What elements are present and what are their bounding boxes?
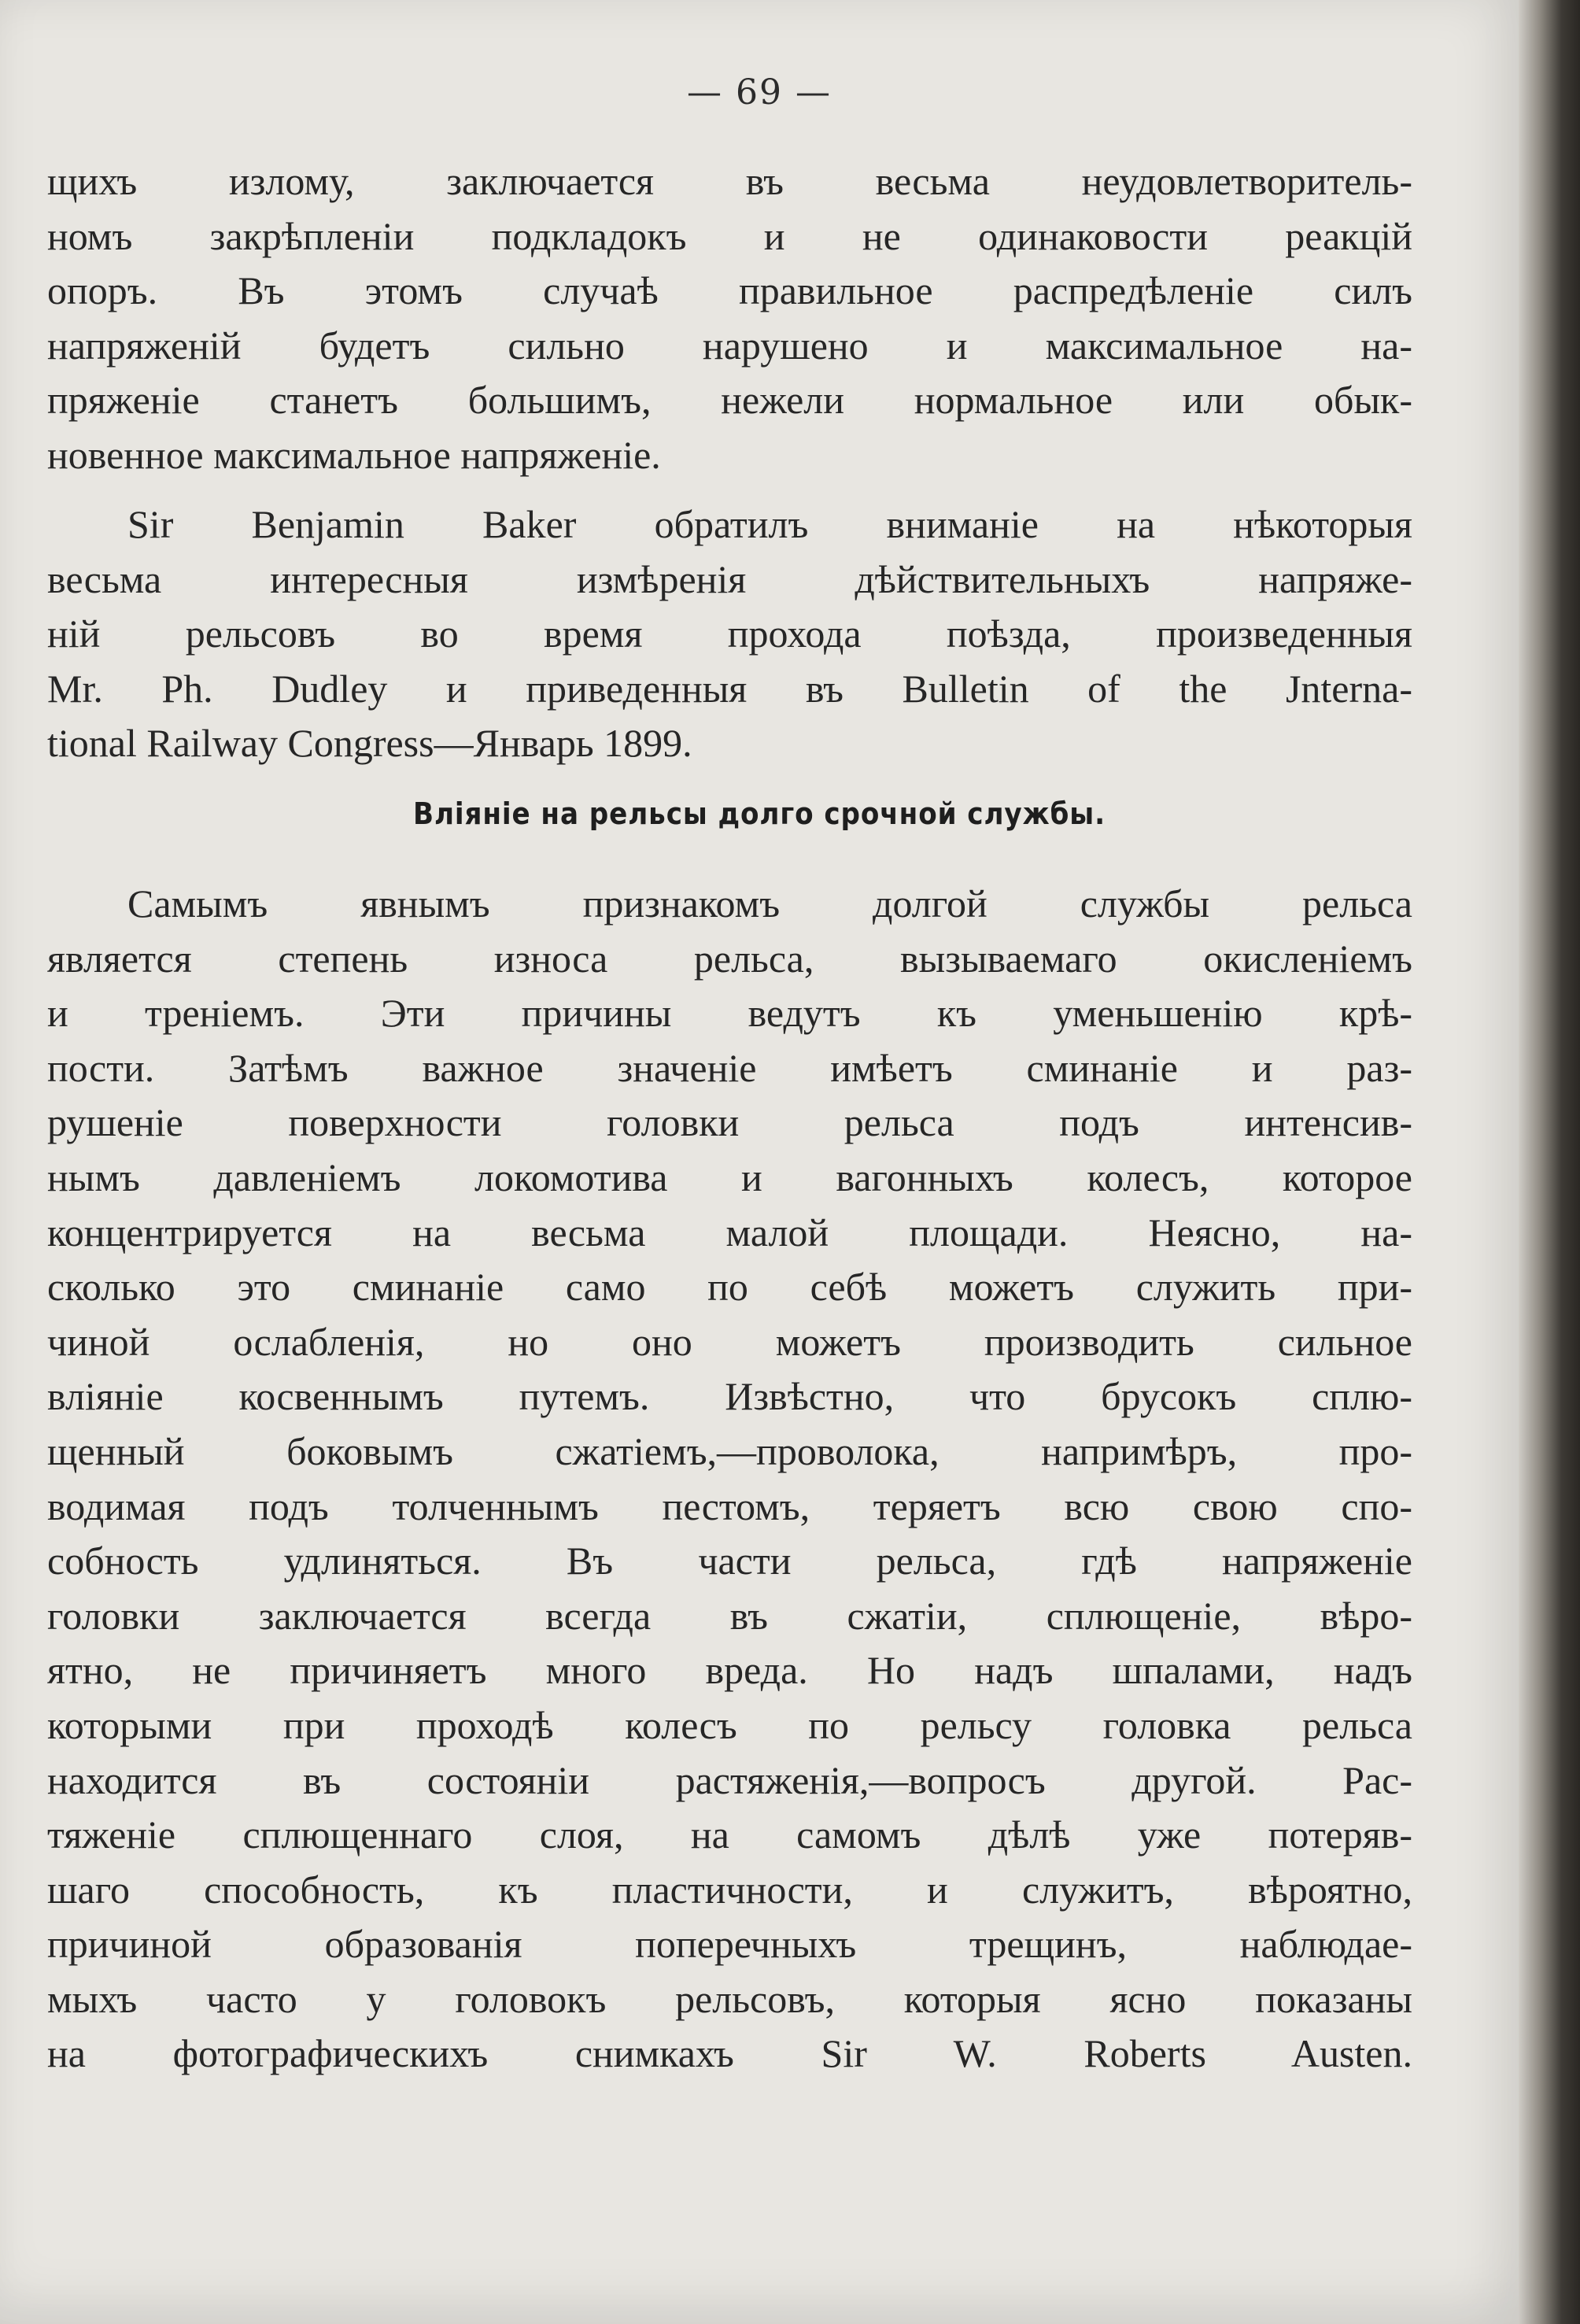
text-line: сколько это сминаніе само по себѣ можетъ служить при- <box>47 1265 1412 1310</box>
text-line: опоръ. Въ этомъ случаѣ правильное распредѣленіе силъ <box>47 268 1412 313</box>
text-line: новенное максимальное напряженіе. <box>47 432 661 477</box>
text-line: пряженіе станетъ большимъ, нежели нормальное или обык- <box>47 378 1412 423</box>
text-line: и треніемъ. Эти причины ведутъ къ уменьшенію крѣ- <box>47 991 1412 1036</box>
text-line: собность удлиняться. Въ части рельса, гдѣ напряженіе <box>47 1539 1412 1583</box>
text-line: головки заключается всегда въ сжатіи, сплющеніе, вѣро- <box>47 1593 1412 1638</box>
text-line: щихъ излому, заключается въ весьма неудовлетворитель- <box>47 159 1412 203</box>
text-line: номъ закрѣпленіи подкладокъ и не одинаковости реакцій <box>47 213 1412 258</box>
text-line: tional Railway Congress—Январь 1899. <box>47 721 692 766</box>
text-line: вліяніе косвеннымъ путемъ. Извѣстно, что брусокъ сплю- <box>47 1374 1412 1419</box>
book-binding-edge <box>1519 0 1580 2324</box>
text-line: на фотографическихъ снимкахъ Sir W. Roberts Austen. <box>47 2031 1412 2076</box>
text-line: щенный боковымъ сжатіемъ,—проволока, напримѣръ, про- <box>47 1428 1412 1473</box>
text-line: водимая подъ толченнымъ пестомъ, теряетъ всю свою спо- <box>47 1483 1412 1528</box>
text-line: весьма интересныя измѣренія дѣйствительныхъ напряже- <box>47 556 1412 601</box>
section-heading: Вліяніе на рельсы долго срочной службы. <box>412 796 1106 831</box>
text-line: тяженіе сплющеннаго слоя, на самомъ дѣлѣ уже потеряв- <box>47 1812 1412 1857</box>
text-line: Mr. Ph. Dudley и приведенныя въ Bulletin of the Jnterna- <box>47 666 1412 711</box>
text-line: напряженій будетъ сильно нарушено и максимальное на- <box>47 323 1412 368</box>
text-line: рушеніе поверхности головки рельса подъ интенсив- <box>47 1100 1412 1145</box>
text-line: Sir Benjamin Baker обратилъ вниманіе на нѣкоторыя <box>127 502 1412 546</box>
page-number: — 69 — <box>687 72 832 113</box>
text-line: ятно, не причиняетъ много вреда. Но надъ шпалами, надъ <box>47 1648 1412 1693</box>
text-line: чиной ослабленія, но оно можетъ производить сильное <box>47 1319 1412 1364</box>
text-line: ній рельсовъ во время прохода поѣзда, произведенныя <box>47 611 1412 656</box>
text-line: мыхъ часто у головокъ рельсовъ, которыя ясно показаны <box>47 1976 1412 2021</box>
text-line: пости. Затѣмъ важное значеніе имѣетъ сминаніе и раз- <box>47 1045 1412 1090</box>
paragraph-2 <box>47 497 1412 771</box>
paragraph-3 <box>47 877 1412 2082</box>
paragraph-1 <box>47 154 1412 483</box>
text-line: Самымъ явнымъ признакомъ долгой службы рельса <box>127 881 1412 926</box>
text-line: которыми при проходѣ колесъ по рельсу головка рельса <box>47 1702 1412 1747</box>
text-line: причиной образованія поперечныхъ трещинъ, наблюдае- <box>47 1922 1412 1967</box>
text-line: находится въ состояніи растяженія,—вопросъ другой. Рас- <box>47 1757 1412 1802</box>
text-line: является степень износа рельса, вызываемаго окисленіемъ <box>47 936 1412 981</box>
text-line: нымъ давленіемъ локомотива и вагонныхъ колесъ, которое <box>47 1155 1412 1199</box>
text-line: концентрируется на весьма малой площади. Неясно, на- <box>47 1210 1412 1254</box>
text-line: шаго способность, къ пластичности, и служитъ, вѣроятно, <box>47 1867 1412 1912</box>
